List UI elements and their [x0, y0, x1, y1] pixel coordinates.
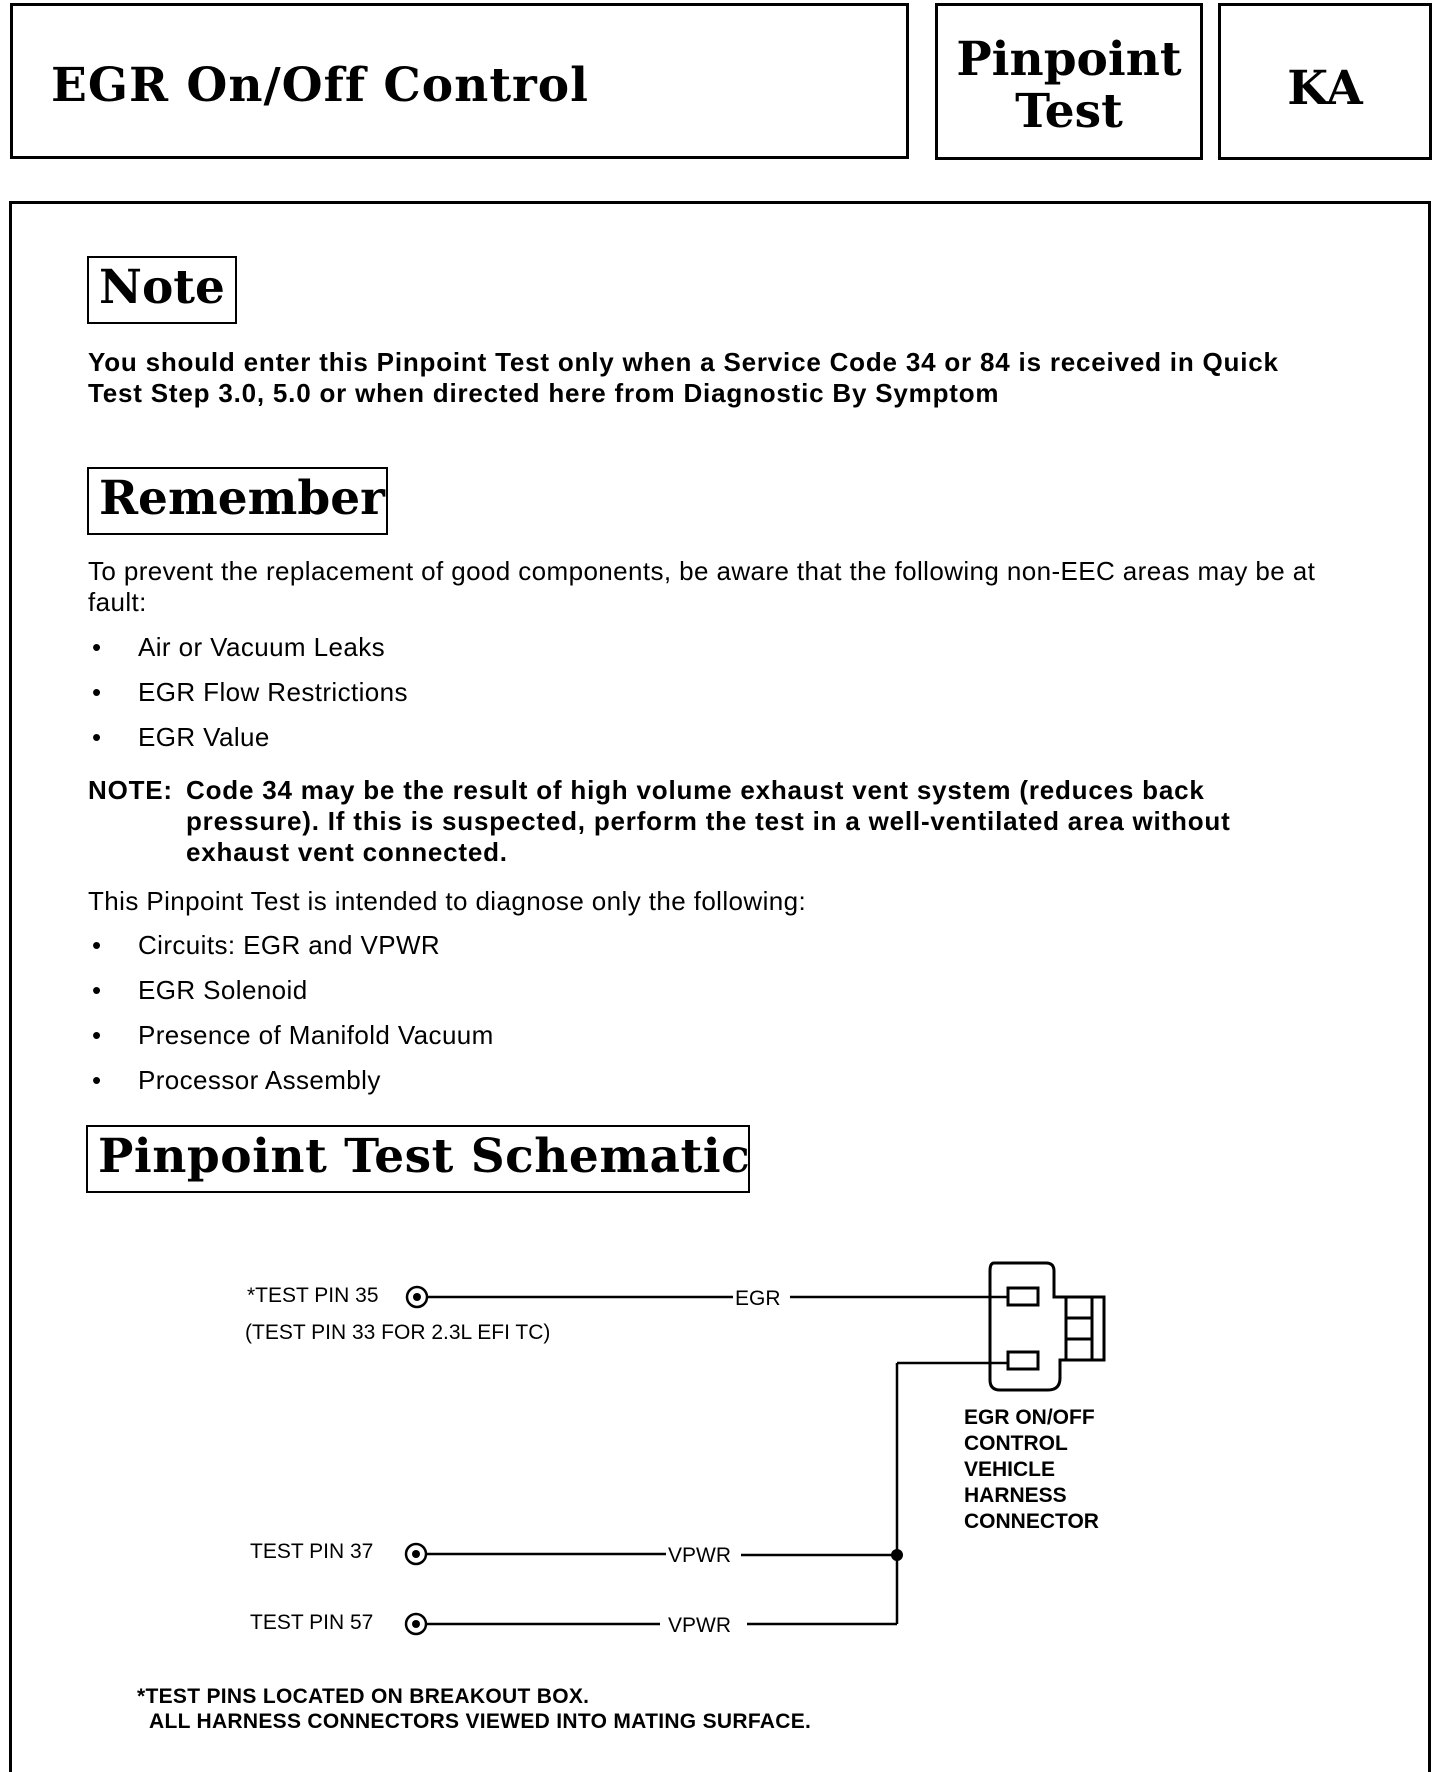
list-item [88, 930, 494, 975]
remember-heading: Remember [87, 467, 388, 535]
fault-area-list [88, 632, 408, 767]
schematic-heading: Pinpoint Test Schematic [86, 1125, 750, 1193]
pin57-label: TEST PIN 57 [250, 1611, 374, 1634]
diagnose-label: Processor Assembly [138, 1065, 381, 1095]
diagnose-list [88, 930, 494, 1110]
bullet-icon: • [92, 1065, 102, 1095]
connector-label-line: VEHICLE [964, 1458, 1056, 1481]
header-test-box [935, 3, 1203, 160]
fault-area-label: Air or Vacuum Leaks [138, 632, 385, 662]
remember-intro: To prevent the replacement of good components, be aware that the following non-EEC areas may be at fault: [88, 556, 1316, 617]
bullet-icon: • [92, 722, 102, 752]
note-body: Code 34 may be the result of high volume exhaust vent system (reduces back pressure). If this is suspected, perform the test in a well-ventilated area without exhaust vent connected. [186, 775, 1231, 867]
list-item [88, 1065, 494, 1110]
list-item [88, 975, 494, 1020]
note-heading: Note [87, 256, 237, 324]
vpwr-wire-label-2: VPWR [668, 1614, 731, 1637]
pin35-label: *TEST PIN 35 [247, 1284, 379, 1307]
list-item [88, 632, 408, 677]
page-title: EGR On/Off Control [51, 58, 590, 113]
header-test-line2: Test [1015, 84, 1123, 139]
diagnose-label: Circuits: EGR and VPWR [138, 930, 441, 960]
note-text: You should enter this Pinpoint Test only when a Service Code 34 or 84 is received in Quick Test Step 3.0, 5.0 or when directed here from Diagnostic By Symptom [88, 347, 1279, 408]
schematic-footnote [137, 1684, 811, 1734]
pin35-alt-label: (TEST PIN 33 FOR 2.3L EFI TC) [245, 1321, 551, 1344]
diagnose-label: Presence of Manifold Vacuum [138, 1020, 494, 1050]
bullet-icon: • [92, 930, 102, 960]
header-test-line1: Pinpoint [956, 32, 1182, 87]
connector-label-line: CONNECTOR [964, 1510, 1099, 1533]
pin37-label: TEST PIN 37 [250, 1540, 374, 1563]
footnote-line-2: ALL HARNESS CONNECTORS VIEWED INTO MATING SURFACE. [149, 1710, 812, 1733]
fault-area-label: EGR Value [138, 722, 270, 752]
bullet-icon: • [92, 632, 102, 662]
list-item [88, 677, 408, 722]
test-code: KA [1287, 61, 1363, 116]
footnote-line-1: *TEST PINS LOCATED ON BREAKOUT BOX. [137, 1685, 590, 1708]
bullet-icon: • [92, 1020, 102, 1050]
list-item [88, 722, 408, 767]
fault-area-label: EGR Flow Restrictions [138, 677, 408, 707]
note-label: NOTE: [88, 775, 173, 805]
vpwr-wire-label-1: VPWR [668, 1544, 731, 1567]
bullet-icon: • [92, 975, 102, 1005]
diagnose-label: EGR Solenoid [138, 975, 308, 1005]
bullet-icon: • [92, 677, 102, 707]
connector-label-line: HARNESS [964, 1484, 1067, 1507]
list-item [88, 1020, 494, 1065]
header-code-box [1218, 3, 1432, 160]
intended-text: This Pinpoint Test is intended to diagnose only the following: [88, 886, 807, 916]
egr-wire-label: EGR [735, 1287, 781, 1310]
header-title-box [10, 3, 909, 159]
connector-label-line: CONTROL [964, 1432, 1068, 1455]
connector-label-line: EGR ON/OFF [964, 1406, 1095, 1429]
